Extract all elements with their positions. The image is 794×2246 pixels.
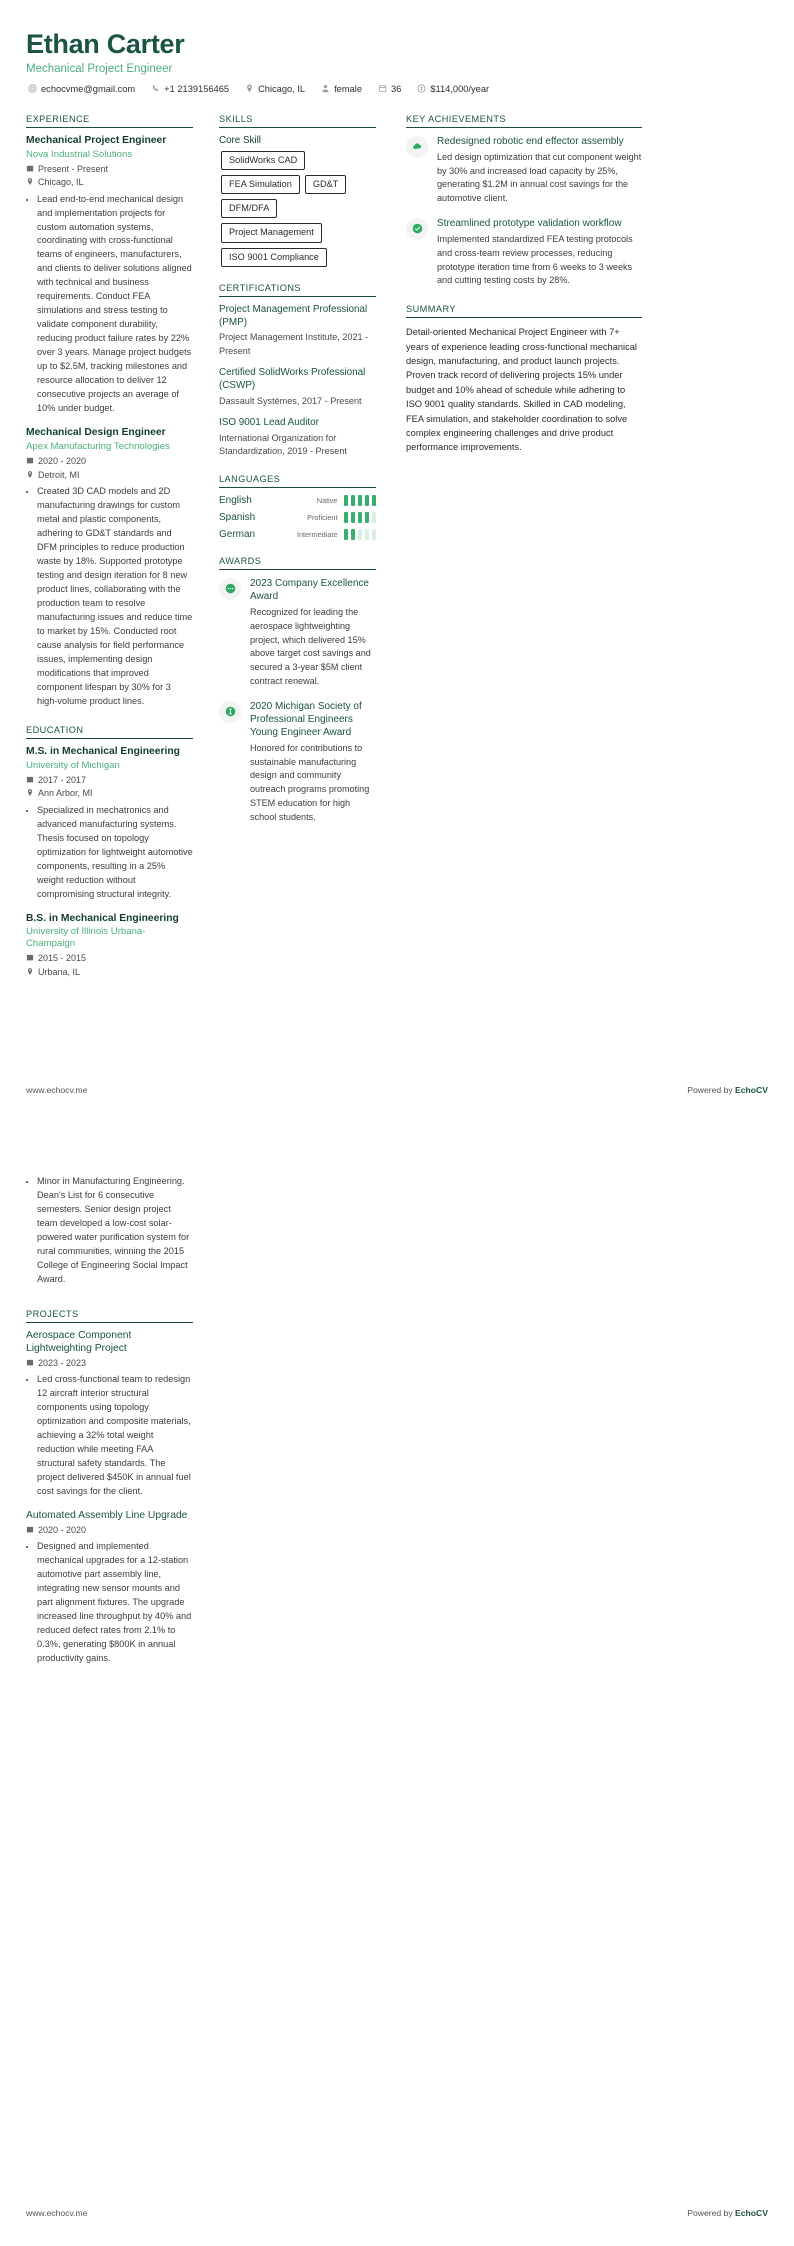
contact-gender-value: female [334,83,362,94]
experience-title: Mechanical Design Engineer [26,427,166,439]
bullet-item: • Lead end-to-end mechanical design and implementation projects for custom automation systems, coordinating with cross-functional teams of engineers, manufacturers, and clients to deliver solutions aligned with technical and business requirements. Conduct FEA simulations and stress testing to validate component durability, reducing product failure rates by 22% over 3 years. Manage project budgets up to $2.5M, tracking milestones and resource allocation to deliver 12 consecutive projects an average of 10% under budget. [37,193,193,417]
section-summary [406,304,642,455]
certification-item [219,367,376,408]
left-column-page2 [26,1175,209,1668]
location-icon [26,967,34,976]
skill-chip: FEA Simulation [221,175,300,194]
education-bullets-continued [26,1175,193,1287]
section-rule [219,296,376,297]
experience-bullets [26,193,193,417]
person-icon [321,84,330,93]
contact-location [245,84,305,94]
education-location-value: Ann Arbor, MI [38,788,93,799]
footer-powered-by [687,2208,768,2218]
section-certifications [219,283,376,458]
project-entry [26,1330,193,1499]
certification-name: Certified SolidWorks Professional (CSWP) [219,366,366,391]
section-heading-skills: SKILLS [219,113,253,124]
bullet-item: • Led cross-functional team to redesign 12 aircraft interior structural components using topology optimization and composite materials, achieving a 32% total weight reduction while meeting FAA structural safety standards. The project delivered $450K in annual fuel cost savings for the client. [37,1373,193,1499]
education-location-value: Urbana, IL [38,966,81,977]
section-heading-awards: AWARDS [219,555,262,566]
section-heading-languages: LANGUAGES [219,473,281,484]
section-languages [219,474,376,540]
dots-circle-icon [219,578,241,600]
contact-salary-value: $114,000/year [430,83,490,94]
key-achievement-description: Implemented standardized FEA testing protocols and cross-team review processes, reducing prototype iteration time from 6 weeks to 3 weeks and cutting testing costs by 28%. [437,233,633,286]
footer-brand-name: EchoCV [735,1085,768,1095]
key-achievement-item [406,135,642,206]
certification-issuer: Project Management Institute, 2021 - Present [219,332,369,356]
footer-powered-by [687,1085,768,1095]
section-rule [219,569,376,570]
certification-name: ISO 9001 Lead Auditor [219,416,319,428]
language-level: Proficient [307,512,338,522]
skill-chip: DFM/DFA [221,199,277,218]
education-dates-value: 2017 - 2017 [38,774,87,785]
bullet-item: • Designed and implemented mechanical upgrades for a 12-station automotive part assembly line, integrating new sensor mounts and part alignment fixtures. The upgrade increased line throughput by 40% and reduced defect rates from 2.1% to 0.3%, generating $800K in annual productivity gains. [37,1540,193,1666]
project-title: Aerospace Component Lightweighting Project [26,1329,132,1354]
footer-website: www.echocv.me [26,2208,88,2218]
section-education [26,725,193,980]
resume-page-2 [0,1123,794,2246]
education-dates [26,774,193,788]
section-projects [26,1309,193,1666]
language-rating [344,495,377,506]
candidate-name: Ethan Carter [26,29,185,59]
footer-powered-prefix: Powered by [687,1085,736,1095]
section-skills [219,114,376,267]
contact-email-value: echocvme@gmail.com [41,83,136,94]
section-rule [406,317,642,318]
experience-dates [26,455,193,469]
location-icon [26,177,34,186]
middle-column [209,114,392,836]
experience-location-value: Chicago, IL [38,177,84,188]
education-degree: B.S. in Mechanical Engineering [26,912,179,924]
bullet-item: • Minor in Manufacturing Engineering. Dean's List for 6 consecutive semesters. Senior design project team developed a low-cost solar-powered water purification system for rural communities, winning the 2015 College of Engineering Social Impact Award. [37,1175,193,1287]
location-icon [26,788,34,797]
contact-location-value: Chicago, IL [258,83,306,94]
experience-dates [26,163,193,177]
section-heading-certifications: CERTIFICATIONS [219,282,302,293]
experience-location [26,176,193,190]
project-entry [26,1510,193,1666]
bullet-item: • Specialized in mechatronics and advanced manufacturing systems. Thesis focused on topology optimization for lightweight automotive components, resulting in a 25% weight reduction without compromising structural integrity. [37,804,193,902]
education-school: University of Illinois Urbana-Champaign [26,926,146,950]
section-rule [26,127,193,128]
section-heading-experience: EXPERIENCE [26,113,90,124]
award-title: 2020 Michigan Society of Professional Engineers Young Engineer Award [250,700,362,738]
education-entry [26,746,193,902]
award-item [219,577,376,689]
bullet-item: • Created 3D CAD models and 2D manufacturing drawings for custom metal and plastic components, adhering to GD&T standards and DFM principles to reduce production waste by 18%. Supported prototype testing and design iteration for 8 new product lines, collaborating with the production team to resolve manufacturing issues and reduce time to market by 15%. Conducted root cause analysis for field performance issues, implementing design modifications that improved component lifespan by 30% for 3 high-volume product lines. [37,485,193,709]
key-achievement-title: Streamlined prototype validation workflow [437,217,622,229]
language-rating [344,529,377,540]
section-experience [26,114,193,709]
salary-icon [417,84,426,93]
contact-phone [151,84,229,94]
experience-org: Nova Industrial Solutions [26,148,133,160]
calendar-icon [26,1358,34,1367]
cloud-icon [406,136,428,158]
calendar-icon [26,456,34,465]
language-row [219,495,376,506]
phone-icon [151,84,160,93]
award-title: 2023 Company Excellence Award [250,577,369,602]
footer-powered-prefix: Powered by [687,2208,736,2218]
language-row [219,529,376,540]
language-row [219,512,376,523]
section-heading-key-achievements: KEY ACHIEVEMENTS [406,113,506,124]
skill-chip: Project Management [221,223,322,242]
section-awards [219,556,376,825]
section-heading-projects: PROJECTS [26,1308,79,1319]
education-degree: M.S. in Mechanical Engineering [26,745,180,757]
key-achievement-item [406,217,642,288]
experience-dates-value: Present - Present [38,163,109,174]
contact-gender [321,84,362,94]
location-icon [26,470,34,479]
language-name: Spanish [219,511,256,523]
project-dates-value: 2020 - 2020 [38,1524,87,1535]
award-description: Honored for contributions to sustainable manufacturing design and community outreach programs promoting STEM education for high school students. [250,742,370,822]
summary-text: Detail-oriented Mechanical Project Engineer with 7+ years of experience leading cross-functional mechanical design, manufacturing, and product launch projects. Proven track record of delivering projects 15% under budget and 10% ahead of schedule while adhering to ISO 9001 quality standards. Skilled in CAD modeling, FEA simulation, and stakeholder coordination to solve complex engineering challenges and drive product performance improvements. [406,327,637,453]
experience-org: Apex Manufacturing Technologies [26,441,170,453]
education-dates-value: 2015 - 2015 [38,953,87,964]
project-bullets [26,1373,193,1499]
right-column [392,114,642,455]
footer-brand-name: EchoCV [735,2208,768,2218]
check-circle-icon [406,218,428,240]
experience-entry [26,135,193,417]
education-location [26,966,193,980]
resume-header [26,30,768,94]
calendar-icon [26,775,34,784]
email-icon [28,84,37,93]
skill-chip: GD&T [305,175,347,194]
skill-chip: SolidWorks CAD [221,151,305,170]
contact-email [28,84,135,94]
location-icon [245,84,254,93]
footer-website: www.echocv.me [26,1085,88,1095]
contact-age [378,84,401,94]
language-level: Intermediate [296,529,338,539]
certification-item [219,304,376,358]
certification-issuer: Dassault Systèmes, 2017 - Present [219,395,362,406]
contact-salary [417,84,489,94]
section-heading-summary: SUMMARY [406,304,456,315]
education-entry [26,913,193,980]
resume-columns [26,114,768,980]
section-rule [26,738,193,739]
skill-chip: ISO 9001 Compliance [221,248,327,267]
project-dates-value: 2023 - 2023 [38,1357,87,1368]
page-footer [26,1085,768,1095]
key-achievement-description: Led design optimization that cut component weight by 30% and increased load capacity by 25%, generating $1.2M in annual cost savings for the automotive client. [437,151,642,204]
education-dates [26,952,193,966]
certification-issuer: International Organization for Standardization, 2019 - Present [219,432,347,456]
language-name: English [219,494,252,506]
language-rating [344,512,377,523]
section-rule [219,127,376,128]
section-rule [406,127,642,128]
award-description: Recognized for leading the aerospace lightweighting project, which delivered 15% above target cost savings and secured a 3-year $5M client contract renewal. [250,606,371,686]
contact-phone-value: +1 2139156465 [164,83,230,94]
calendar-icon [378,84,387,93]
award-item [219,700,376,825]
experience-dates-value: 2020 - 2020 [38,456,87,467]
medal-circle-icon [219,701,241,723]
candidate-job-title: Mechanical Project Engineer [26,62,173,75]
section-key-achievements [406,114,642,289]
section-rule [219,487,376,488]
contact-age-value: 36 [391,83,402,94]
certification-name: Project Management Professional (PMP) [219,303,368,328]
contact-row [26,84,768,94]
language-level: Native [316,495,338,505]
project-title: Automated Assembly Line Upgrade [26,1509,188,1521]
section-heading-education: EDUCATION [26,724,84,735]
skill-group-label: Core Skill [219,134,261,146]
calendar-icon [26,1525,34,1534]
education-school: University of Michigan [26,759,120,771]
section-rule [26,1322,193,1323]
project-dates [26,1357,193,1371]
language-name: German [219,528,256,540]
skill-chip-list [219,151,376,267]
certification-item [219,417,376,458]
education-location [26,787,193,801]
experience-bullets [26,485,193,709]
education-bullets [26,804,193,902]
calendar-icon [26,953,34,962]
experience-entry [26,427,193,709]
experience-location-value: Detroit, MI [38,469,80,480]
key-achievement-title: Redesigned robotic end effector assembly [437,135,624,147]
calendar-icon [26,164,34,173]
page-footer [26,2208,768,2218]
experience-location [26,469,193,483]
left-column [26,114,209,980]
experience-title: Mechanical Project Engineer [26,134,167,146]
project-dates [26,1524,193,1538]
project-bullets [26,1540,193,1666]
